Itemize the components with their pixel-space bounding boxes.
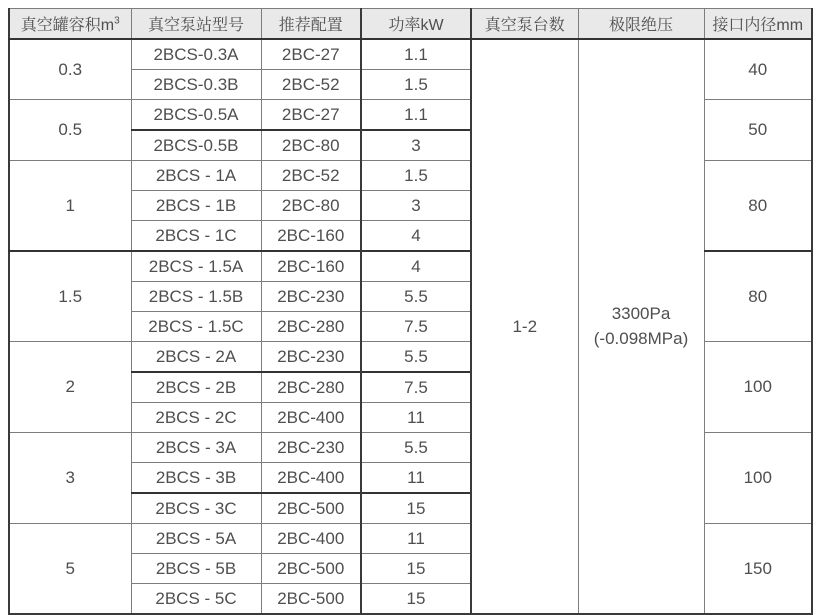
config-cell: 2BC-230 — [261, 282, 361, 312]
config-cell: 2BC-400 — [261, 403, 361, 433]
config-cell: 2BC-52 — [261, 161, 361, 191]
model-cell: 2BCS-0.5A — [131, 100, 261, 131]
power-cell: 4 — [361, 251, 471, 282]
diameter-cell: 100 — [704, 342, 812, 433]
power-cell: 5.5 — [361, 342, 471, 373]
volume-cell: 0.5 — [9, 100, 131, 161]
power-cell: 5.5 — [361, 433, 471, 463]
config-cell: 2BC-230 — [261, 342, 361, 373]
volume-cell: 0.3 — [9, 39, 131, 100]
model-cell: 2BCS - 2A — [131, 342, 261, 373]
header-pressure: 极限绝压 — [578, 9, 704, 40]
power-cell: 1.1 — [361, 100, 471, 131]
model-cell: 2BCS - 5A — [131, 524, 261, 554]
model-cell: 2BCS - 2B — [131, 372, 261, 403]
config-cell: 2BC-280 — [261, 312, 361, 342]
model-cell: 2BCS-0.5B — [131, 130, 261, 161]
model-cell: 2BCS - 1C — [131, 221, 261, 252]
power-cell: 7.5 — [361, 312, 471, 342]
model-cell: 2BCS - 3A — [131, 433, 261, 463]
config-cell: 2BC-280 — [261, 372, 361, 403]
power-cell: 15 — [361, 554, 471, 584]
pump-count-cell: 1-2 — [471, 39, 578, 614]
header-config: 推荐配置 — [261, 9, 361, 40]
pressure-value-mpa: (-0.098MPa) — [593, 328, 689, 348]
header-row — [9, 9, 812, 40]
diameter-cell: 80 — [704, 251, 812, 342]
model-cell: 2BCS - 5C — [131, 584, 261, 615]
power-cell: 11 — [361, 463, 471, 494]
volume-cell: 3 — [9, 433, 131, 524]
volume-cell: 2 — [9, 342, 131, 433]
model-cell: 2BCS-0.3B — [131, 70, 261, 100]
power-cell: 11 — [361, 403, 471, 433]
config-cell: 2BC-500 — [261, 493, 361, 524]
model-cell: 2BCS-0.3A — [131, 39, 261, 70]
pressure-cell — [578, 39, 704, 614]
diameter-cell: 80 — [704, 161, 812, 252]
header-volume-superscript: 3 — [114, 15, 120, 27]
power-cell: 4 — [361, 221, 471, 252]
header-pump-count: 真空泵台数 — [471, 9, 578, 40]
model-cell: 2BCS - 3C — [131, 493, 261, 524]
power-cell: 1.1 — [361, 39, 471, 70]
config-cell: 2BC-160 — [261, 221, 361, 252]
config-cell: 2BC-27 — [261, 100, 361, 131]
header-model: 真空泵站型号 — [131, 9, 261, 40]
vacuum-pump-spec-table — [8, 8, 813, 615]
power-cell: 3 — [361, 130, 471, 161]
config-cell: 2BC-80 — [261, 130, 361, 161]
config-cell: 2BC-160 — [261, 251, 361, 282]
volume-cell: 1 — [9, 161, 131, 252]
pressure-value: 3300Pa — [611, 303, 671, 323]
model-cell: 2BCS - 1.5A — [131, 251, 261, 282]
volume-cell: 5 — [9, 524, 131, 615]
model-cell: 2BCS - 1.5B — [131, 282, 261, 312]
power-cell: 3 — [361, 191, 471, 221]
config-cell: 2BC-52 — [261, 70, 361, 100]
power-cell: 15 — [361, 584, 471, 615]
model-cell: 2BCS - 1.5C — [131, 312, 261, 342]
diameter-cell: 40 — [704, 39, 812, 100]
table-row — [9, 39, 812, 70]
header-volume — [9, 9, 131, 40]
power-cell: 7.5 — [361, 372, 471, 403]
config-cell: 2BC-230 — [261, 433, 361, 463]
model-cell: 2BCS - 3B — [131, 463, 261, 494]
volume-cell: 1.5 — [9, 251, 131, 342]
model-cell: 2BCS - 5B — [131, 554, 261, 584]
header-volume-label: 真空罐容积m — [20, 17, 115, 34]
config-cell: 2BC-80 — [261, 191, 361, 221]
spec-table-container — [8, 8, 813, 615]
power-cell: 11 — [361, 524, 471, 554]
config-cell: 2BC-27 — [261, 39, 361, 70]
model-cell: 2BCS - 2C — [131, 403, 261, 433]
config-cell: 2BC-400 — [261, 524, 361, 554]
config-cell: 2BC-500 — [261, 584, 361, 615]
diameter-cell: 150 — [704, 524, 812, 615]
power-cell: 1.5 — [361, 161, 471, 191]
header-power: 功率kW — [361, 9, 471, 40]
diameter-cell: 100 — [704, 433, 812, 524]
power-cell: 1.5 — [361, 70, 471, 100]
config-cell: 2BC-500 — [261, 554, 361, 584]
power-cell: 5.5 — [361, 282, 471, 312]
model-cell: 2BCS - 1A — [131, 161, 261, 191]
model-cell: 2BCS - 1B — [131, 191, 261, 221]
config-cell: 2BC-400 — [261, 463, 361, 494]
power-cell: 15 — [361, 493, 471, 524]
diameter-cell: 50 — [704, 100, 812, 161]
header-diameter: 接口内径mm — [704, 9, 812, 40]
